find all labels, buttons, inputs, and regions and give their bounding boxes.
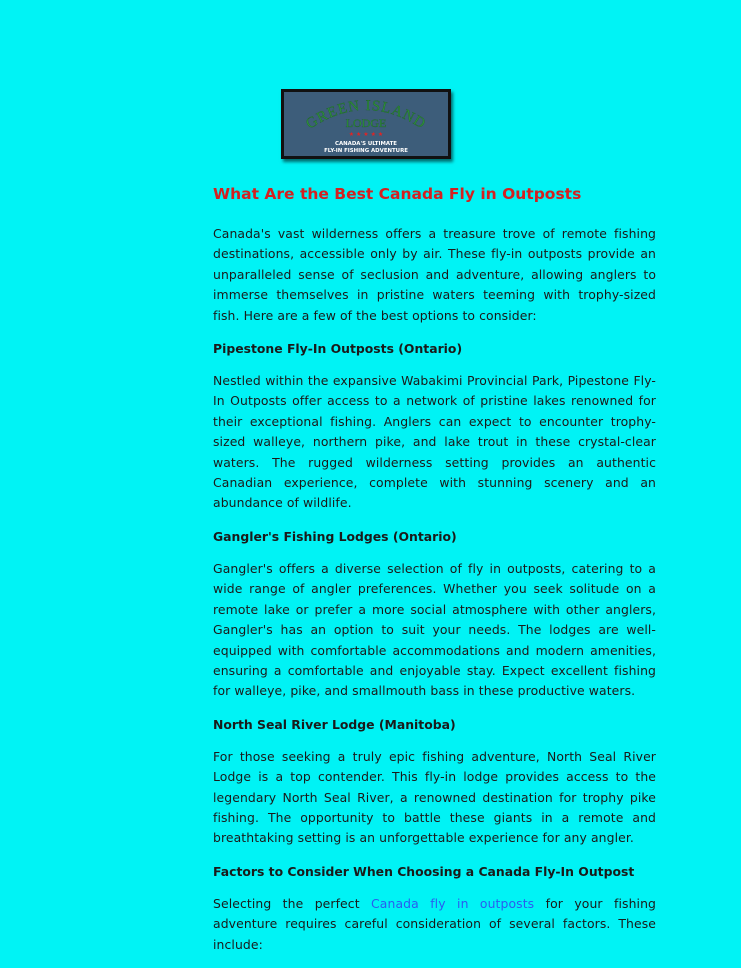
section-heading-factors: Factors to Consider When Choosing a Canada Fly-In Outpost bbox=[213, 863, 635, 879]
logo-graphic bbox=[284, 92, 448, 156]
intro-paragraph: Canada's vast wilderness offers a treasure trove of remote fishing destinations, accessible only by air. These fly-in outposts provide an unparalleled sense of seclusion and adventure, allowing anglers to immerse themselves in pristine waters teeming with trophy-sized fish. Here are a few of the best options to consider: bbox=[213, 226, 656, 323]
logo-tagline-2: FLY-IN FISHING ADVENTURE bbox=[324, 148, 408, 154]
closing-paragraph bbox=[213, 894, 656, 955]
logo-lodge-text: LODGE bbox=[345, 116, 387, 130]
canada-fly-in-outposts-link[interactable]: Canada fly in outposts bbox=[371, 895, 535, 911]
logo-tagline-1: CANADA'S ULTIMATE bbox=[335, 141, 397, 147]
logo-stars: ★ ★ ★ ★ ★ bbox=[348, 131, 384, 138]
lodge-logo[interactable] bbox=[281, 89, 451, 159]
section-body-pipestone: Nestled within the expansive Wabakimi Provincial Park, Pipestone Fly-In Outposts offer access to a network of pristine lakes renowned for their exceptional fishing. Anglers can expect to encounter trophy-sized walleye, northern pike, and lake trout in these crystal-clear waters. The rugged wilderness setting provides an authentic Canadian experience, complete with stunning scenery and an abundance of wildlife. bbox=[213, 373, 656, 511]
section-body-north-seal: For those seeking a truly epic fishing adventure, North Seal River Lodge is a top contender. This fly-in lodge provides access to the legendary North Seal River, a renowned destination for trophy pike fishing. The opportunity to battle these giants in a remote and breathtaking setting is an unforgettable experience for any angler. bbox=[213, 748, 656, 846]
article bbox=[213, 182, 656, 968]
section-heading-ganglers: Gangler's Fishing Lodges (Ontario) bbox=[213, 528, 457, 544]
section-body-ganglers: Gangler's offers a diverse selection of fly in outposts, catering to a wide range of angler preferences. Whether you seek solitude on a remote lake or prefer a more social atmosphere with other anglers, Gangler's has an option to suit your needs. The lodges are well-equipped with comfortable accommodations and modern amenities, ensuring a comfortable and enjoyable stay. Expect excellent fishing for walleye, pike, and smallmouth bass in these productive waters. bbox=[213, 560, 656, 699]
article-title: What Are the Best Canada Fly in Outposts bbox=[213, 185, 582, 203]
closing-text-before: Selecting the perfect bbox=[213, 895, 372, 911]
section-heading-pipestone: Pipestone Fly-In Outposts (Ontario) bbox=[213, 341, 463, 357]
closing-text-after: for your fishing adventure requires careful consideration of several factors. These include: bbox=[213, 895, 656, 952]
logo-name-arc: GREEN ISLAND bbox=[303, 97, 429, 133]
section-heading-north-seal: North Seal River Lodge (Manitoba) bbox=[213, 716, 456, 732]
